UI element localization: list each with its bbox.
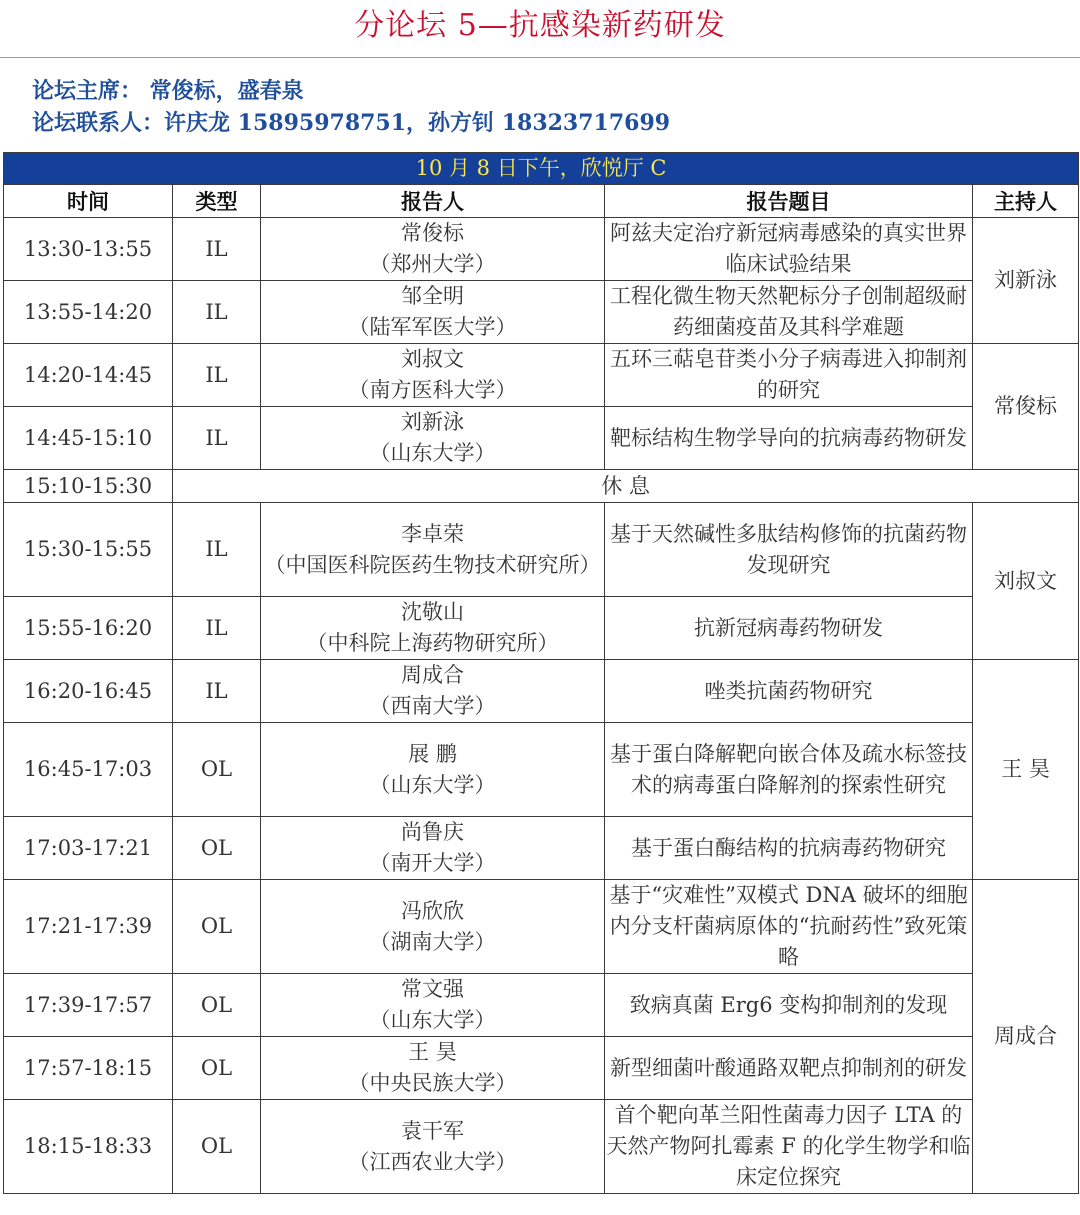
speaker-org: （南开大学） xyxy=(369,851,496,875)
speaker-name: 沈敬山 xyxy=(401,600,464,624)
topic-cell: 基于蛋白降解靶向嵌合体及疏水标签技术的病毒蛋白降解剂的探索性研究 xyxy=(605,723,973,817)
header-speaker: 报告人 xyxy=(261,185,605,218)
time-cell: 18:15-18:33 xyxy=(4,1100,173,1194)
table-row xyxy=(4,660,1079,723)
speaker-name: 王 昊 xyxy=(408,1040,457,1064)
type-cell: OL xyxy=(173,723,261,817)
speaker-org: （西南大学） xyxy=(369,694,496,718)
host-cell: 周成合 xyxy=(973,880,1079,1194)
topic-cell: 抗新冠病毒药物研发 xyxy=(605,597,973,660)
forum-chairs: 论坛主席： 常俊标，盛春泉 xyxy=(32,78,304,104)
type-cell: IL xyxy=(173,503,261,597)
header-time: 时间 xyxy=(4,185,173,218)
speaker-org: （江西农业大学） xyxy=(348,1149,517,1174)
speaker-name: 常文强 xyxy=(401,977,464,1001)
title-divider xyxy=(0,57,1080,58)
table-row xyxy=(4,503,1079,597)
speaker-cell xyxy=(261,880,605,974)
type-cell: OL xyxy=(173,974,261,1037)
table-row xyxy=(4,344,1079,407)
speaker-org: （陆军军医大学） xyxy=(348,315,517,339)
speaker-org: （山东大学） xyxy=(369,1008,496,1032)
topic-cell: 基于蛋白酶结构的抗病毒药物研究 xyxy=(605,817,973,880)
speaker-org: （山东大学） xyxy=(369,441,496,465)
speaker-org: （郑州大学） xyxy=(369,252,496,276)
speaker-cell xyxy=(261,218,605,281)
speaker-org: （南方医科大学） xyxy=(348,378,517,402)
host-cell: 刘新泳 xyxy=(973,218,1079,344)
type-cell: OL xyxy=(173,817,261,880)
speaker-name: 李卓荣 xyxy=(401,521,464,546)
time-cell: 17:03-17:21 xyxy=(4,817,173,880)
time-cell: 14:20-14:45 xyxy=(4,344,173,407)
host-cell: 刘叔文 xyxy=(973,503,1079,660)
speaker-cell xyxy=(261,974,605,1037)
time-cell: 16:20-16:45 xyxy=(4,660,173,723)
time-cell: 15:55-16:20 xyxy=(4,597,173,660)
break-time-cell: 15:10-15:30 xyxy=(4,470,173,503)
session-banner: 10 月 8 日下午，欣悦厅 C xyxy=(4,153,1079,185)
speaker-cell xyxy=(261,723,605,817)
topic-cell: 首个靶向革兰阳性菌毒力因子 LTA 的天然产物阿扎霉素 F 的化学生物学和临床定位探究 xyxy=(605,1100,973,1194)
type-cell: IL xyxy=(173,218,261,281)
type-cell: IL xyxy=(173,344,261,407)
table-row xyxy=(4,218,1079,281)
table-row xyxy=(4,407,1079,470)
speaker-name: 尚鲁庆 xyxy=(401,820,464,844)
header-host: 主持人 xyxy=(973,185,1079,218)
type-cell: OL xyxy=(173,1100,261,1194)
topic-cell: 靶标结构生物学导向的抗病毒药物研发 xyxy=(605,407,973,470)
speaker-name: 刘叔文 xyxy=(401,347,464,371)
speaker-name: 冯欣欣 xyxy=(401,898,464,923)
header-row xyxy=(4,185,1079,218)
table-row xyxy=(4,597,1079,660)
speaker-org: （湖南大学） xyxy=(369,929,496,954)
forum-contacts: 论坛联系人：许庆龙 15895978751，孙方钊 18323717699 xyxy=(32,110,671,136)
time-cell: 14:45-15:10 xyxy=(4,407,173,470)
time-cell: 15:30-15:55 xyxy=(4,503,173,597)
table-row xyxy=(4,817,1079,880)
break-label: 休 息 xyxy=(173,470,1079,503)
page-title: 分论坛 5—抗感染新药研发 xyxy=(354,8,726,43)
speaker-org: （中国医科院医药生物技术研究所） xyxy=(264,552,601,577)
topic-cell: 工程化微生物天然靶标分子创制超级耐药细菌疫苗及其科学难题 xyxy=(605,281,973,344)
speaker-cell xyxy=(261,281,605,344)
type-cell: IL xyxy=(173,597,261,660)
time-cell: 17:57-18:15 xyxy=(4,1037,173,1100)
speaker-name: 常俊标 xyxy=(401,221,464,245)
topic-cell: 阿兹夫定治疗新冠病毒感染的真实世界临床试验结果 xyxy=(605,218,973,281)
session-banner-row xyxy=(4,153,1079,185)
speaker-org: （山东大学） xyxy=(369,772,496,797)
speaker-org: （中科院上海药物研究所） xyxy=(306,631,559,655)
topic-cell: 基于“灾难性”双模式 DNA 破坏的细胞内分支杆菌病原体的“抗耐药性”致死策略 xyxy=(605,880,973,974)
type-cell: IL xyxy=(173,660,261,723)
time-cell: 13:30-13:55 xyxy=(4,218,173,281)
type-cell: OL xyxy=(173,880,261,974)
header-type: 类型 xyxy=(173,185,261,218)
table-row xyxy=(4,1037,1079,1100)
speaker-name: 周成合 xyxy=(401,663,464,687)
topic-cell: 唑类抗菌药物研究 xyxy=(605,660,973,723)
table-row xyxy=(4,723,1079,817)
topic-cell: 致病真菌 Erg6 变构抑制剂的发现 xyxy=(605,974,973,1037)
speaker-cell xyxy=(261,1100,605,1194)
type-cell: IL xyxy=(173,407,261,470)
time-cell: 16:45-17:03 xyxy=(4,723,173,817)
type-cell: IL xyxy=(173,281,261,344)
speaker-cell xyxy=(261,407,605,470)
speaker-cell xyxy=(261,1037,605,1100)
table-row xyxy=(4,281,1079,344)
speaker-org: （中央民族大学） xyxy=(348,1071,517,1095)
speaker-cell xyxy=(261,344,605,407)
table-row xyxy=(4,974,1079,1037)
host-cell: 常俊标 xyxy=(973,344,1079,470)
header-topic: 报告题目 xyxy=(605,185,973,218)
time-cell: 13:55-14:20 xyxy=(4,281,173,344)
topic-cell: 新型细菌叶酸通路双靶点抑制剂的研发 xyxy=(605,1037,973,1100)
speaker-cell xyxy=(261,660,605,723)
break-row xyxy=(4,470,1079,503)
speaker-cell xyxy=(261,597,605,660)
host-cell: 王 昊 xyxy=(973,660,1079,880)
speaker-name: 袁干军 xyxy=(401,1118,464,1143)
speaker-cell xyxy=(261,503,605,597)
topic-cell: 基于天然碱性多肽结构修饰的抗菌药物发现研究 xyxy=(605,503,973,597)
table-row xyxy=(4,880,1079,974)
time-cell: 17:21-17:39 xyxy=(4,880,173,974)
speaker-name: 邹全明 xyxy=(401,284,464,308)
schedule-table xyxy=(3,152,1079,1194)
speaker-name: 展 鹏 xyxy=(408,741,457,766)
speaker-name: 刘新泳 xyxy=(401,410,464,434)
speaker-cell xyxy=(261,817,605,880)
topic-cell: 五环三萜皂苷类小分子病毒进入抑制剂的研究 xyxy=(605,344,973,407)
type-cell: OL xyxy=(173,1037,261,1100)
table-row xyxy=(4,1100,1079,1194)
time-cell: 17:39-17:57 xyxy=(4,974,173,1037)
